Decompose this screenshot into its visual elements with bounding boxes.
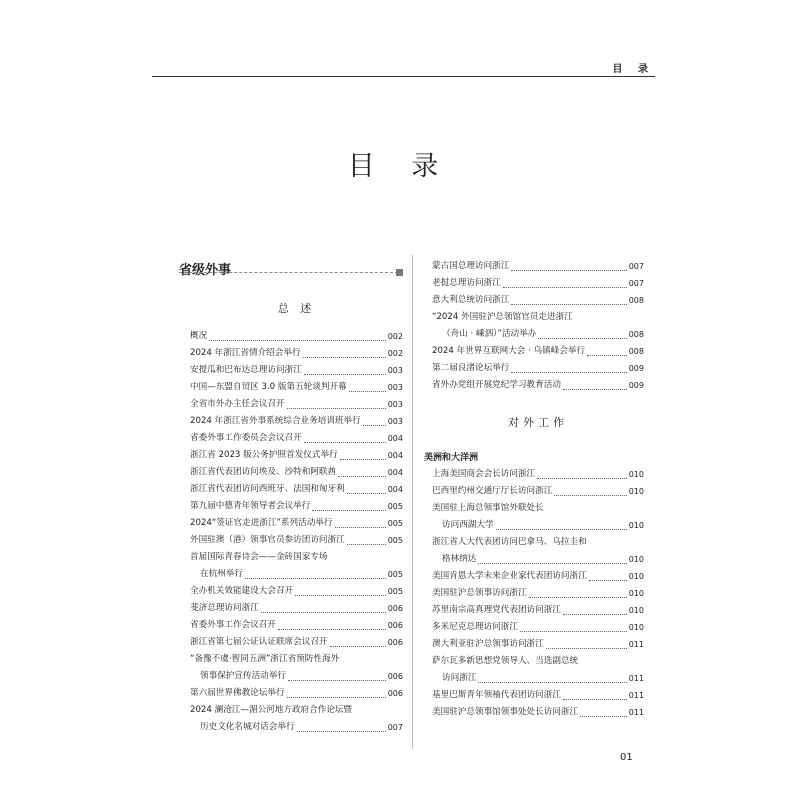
toc-entry-title: 历史文化名城对话会举行 — [200, 722, 295, 732]
toc-entry — [190, 583, 403, 600]
toc-entry — [190, 413, 403, 430]
toc-entry-page: 011 — [628, 691, 644, 700]
toc-entry-title: 多米尼克总理访问浙江 — [432, 622, 518, 632]
toc-entry — [432, 653, 644, 670]
toc-entry-page: 008 — [628, 347, 644, 356]
toc-entry-title: （舟山 · 嵊泗）”活动举办 — [442, 329, 537, 339]
toc-entry — [190, 600, 403, 617]
leader-dots — [563, 605, 627, 615]
toc-entry-title: 基里巴斯青年领袖代表团访问浙江 — [432, 690, 561, 700]
toc-entry-page: 011 — [628, 640, 644, 649]
leader-dots — [347, 535, 386, 545]
toc-entry-page: 007 — [628, 279, 644, 288]
leader-dots — [511, 363, 626, 373]
leader-dots — [520, 622, 627, 632]
leader-dots — [478, 673, 626, 683]
leader-dots — [587, 346, 627, 356]
toc-entry-title: 美国驻上海总领事馆外联处长 — [432, 503, 544, 513]
toc-entry-page: 010 — [628, 606, 644, 615]
right-column — [424, 258, 644, 721]
toc-entry-page: 006 — [387, 689, 403, 698]
toc-entry — [432, 292, 644, 309]
toc-entry — [190, 447, 403, 464]
toc-entry-title: 浙江省代表团访问西班牙、法国和匈牙利 — [190, 484, 345, 494]
toc-entry-title: 2024 澜沧江—湄公河地方政府合作论坛暨 — [190, 705, 353, 715]
toc-entry — [432, 309, 644, 326]
leader-dots — [312, 501, 385, 511]
leader-dots — [546, 639, 627, 649]
toc-entry — [432, 534, 644, 551]
toc-entry-page: 003 — [387, 383, 403, 392]
toc-entry-title: 美国驻沪总领事访问浙江 — [432, 588, 527, 598]
toc-entry — [432, 500, 644, 517]
toc-entry-title: 蒙古国总理访问浙江 — [432, 261, 510, 271]
toc-entry-page: 005 — [387, 502, 403, 511]
toc-entry-title: 浙江省第七届公证认证联席会议召开 — [190, 637, 328, 647]
leader-dots — [287, 688, 386, 698]
toc-entry — [432, 377, 644, 394]
leader-dots — [304, 433, 386, 443]
toc-entry-page: 006 — [387, 621, 403, 630]
toc-entry-title: 访问西湖大学 — [442, 520, 494, 530]
leader-dots — [511, 261, 626, 271]
toc-entry-page: 010 — [628, 555, 644, 564]
toc-entry-page: 004 — [387, 434, 403, 443]
right-entries-top — [432, 258, 644, 394]
header-rule — [152, 76, 655, 77]
toc-entry-page: 010 — [628, 470, 644, 479]
toc-entry — [190, 430, 403, 447]
toc-entry — [432, 517, 644, 534]
toc-entry — [432, 343, 644, 360]
toc-entry-page: 008 — [628, 330, 644, 339]
leader-dots — [349, 382, 386, 392]
leader-dots — [589, 571, 627, 581]
toc-entry-page: 008 — [628, 296, 644, 305]
toc-entry-page: 003 — [387, 366, 403, 375]
left-column — [190, 302, 403, 736]
toc-entry — [432, 619, 644, 636]
toc-entry — [190, 328, 403, 345]
toc-entry-page: 010 — [628, 623, 644, 632]
toc-entry-page: 002 — [387, 332, 403, 341]
toc-entry-page: 009 — [628, 364, 644, 373]
toc-entry-page: 005 — [387, 587, 403, 596]
toc-entry — [190, 634, 403, 651]
toc-entry — [432, 602, 644, 619]
page-number: 01 — [620, 752, 633, 763]
leader-dots — [347, 484, 386, 494]
leader-dots — [580, 707, 627, 717]
toc-entry-title: 浙江省人大代表团访问巴拿马、乌拉圭和 — [432, 537, 587, 547]
toc-entry-title: “2024 外国驻沪总领馆官员走进浙江 — [432, 312, 573, 322]
toc-entry — [190, 396, 403, 413]
toc-entry — [432, 326, 644, 343]
toc-entry — [190, 498, 403, 515]
toc-entry-title: 第九届中德青年领导者会议举行 — [190, 501, 311, 511]
leader-dots — [338, 467, 386, 477]
leader-dots — [261, 603, 386, 613]
toc-entry-page: 005 — [387, 519, 403, 528]
leader-dots — [335, 518, 386, 528]
toc-entry-title: 中国—东盟自贸区 3.0 版第五轮谈判开幕 — [190, 382, 347, 392]
toc-entry — [190, 668, 403, 685]
toc-entry-title: 访问浙江 — [442, 673, 477, 683]
leader-dots — [478, 554, 626, 564]
leader-dots — [340, 450, 386, 460]
toc-entry-title: 第六届世界佛教论坛举行 — [190, 688, 285, 698]
toc-entry — [432, 360, 644, 377]
toc-entry-title: 老挝总理访问浙江 — [432, 278, 501, 288]
toc-entry-title: 2024 年浙江省情介绍会举行 — [190, 348, 301, 358]
leader-dots — [287, 399, 386, 409]
leader-dots — [245, 569, 386, 579]
toc-entry — [190, 345, 403, 362]
leader-dots — [496, 520, 627, 530]
toc-entry — [432, 483, 644, 500]
toc-entry — [190, 651, 403, 668]
leader-dots — [209, 331, 386, 341]
toc-entry-page: 005 — [387, 570, 403, 579]
leader-dots — [363, 416, 386, 426]
toc-entry-title: 外国驻澳（港）领事官员参访团访问浙江 — [190, 535, 345, 545]
toc-entry-page: 011 — [628, 674, 644, 683]
toc-entry-page: 007 — [387, 723, 403, 732]
toc-entry-title: 在杭州举行 — [200, 569, 243, 579]
toc-entry-title: 苏里南宗高真理党代表团访问浙江 — [432, 605, 561, 615]
toc-entry-title: 上海美国商会会长访问浙江 — [432, 469, 536, 479]
toc-entry-page: 003 — [387, 417, 403, 426]
toc-entry-title: 美国驻沪总领事馆领事处处长访问浙江 — [432, 707, 579, 717]
leader-dots — [303, 348, 386, 358]
leader-dots — [554, 486, 626, 496]
toc-entry — [432, 670, 644, 687]
toc-entry — [190, 702, 403, 719]
toc-entry-page: 009 — [628, 381, 644, 390]
region-heading: 美洲和大洋洲 — [424, 453, 479, 463]
leader-dots — [529, 588, 627, 598]
toc-entry — [432, 275, 644, 292]
leader-dots — [288, 671, 386, 681]
toc-entry-title: 首届国际青春诗会——金砖国家专场 — [190, 552, 328, 562]
toc-entry-title: 2024 年浙江省外事系统综合业务培训班举行 — [190, 416, 361, 426]
toc-entry — [432, 687, 644, 704]
toc-entry-title: 美国肯恩大学未来企业家代表团访问浙江 — [432, 571, 587, 581]
toc-entry — [432, 636, 644, 653]
toc-entry-title: 2024“签证官走进浙江”系列活动举行 — [190, 518, 333, 528]
leader-dots — [330, 637, 386, 647]
toc-entry-title: 澳大利亚驻沪总领事访问浙江 — [432, 639, 544, 649]
toc-entry-title: 2024 年世界互联网大会 · 乌镇峰会举行 — [432, 346, 586, 356]
toc-entry-title: 巴西里约州交通厅厅长访问浙江 — [432, 486, 553, 496]
toc-entry-page: 004 — [387, 485, 403, 494]
toc-entry-page: 006 — [387, 672, 403, 681]
column-divider — [412, 255, 413, 749]
toc-entry-page: 002 — [387, 349, 403, 358]
toc-entry-title: 萨尔瓦多新思想党领导人、当选副总统 — [432, 656, 579, 666]
toc-entry-title: 概况 — [190, 331, 208, 341]
leader-dots — [563, 380, 627, 390]
section-rule — [179, 272, 403, 273]
toc-entry-title: 浙江省 2023 版公务护照首发仪式举行 — [190, 450, 338, 460]
toc-entry-page: 010 — [628, 589, 644, 598]
toc-entry — [190, 719, 403, 736]
toc-entry — [432, 585, 644, 602]
toc-entry-title: 浙江省代表团访问埃及、沙特和阿联酋 — [190, 467, 337, 477]
toc-entry-page: 011 — [628, 708, 644, 717]
toc-entry-page: 010 — [628, 572, 644, 581]
subhead-overview: 总 述 — [277, 302, 316, 315]
toc-entry-title: 省委外事工作会议召开 — [190, 620, 276, 630]
toc-entry-title: 领事保护宣传活动举行 — [200, 671, 286, 681]
leader-dots — [563, 690, 627, 700]
toc-entry — [190, 617, 403, 634]
toc-entry — [190, 362, 403, 379]
leader-dots — [304, 365, 386, 375]
section-heading: 省级外事 — [179, 263, 232, 278]
leader-dots — [538, 329, 626, 339]
toc-entry-page: 010 — [628, 487, 644, 496]
left-entries — [190, 328, 403, 736]
page-title: 目 录 — [347, 151, 453, 182]
toc-entry — [432, 704, 644, 721]
running-head: 目 录 — [612, 64, 654, 75]
toc-entry-page: 007 — [628, 262, 644, 271]
toc-entry-page: 006 — [387, 604, 403, 613]
toc-entry-page: 004 — [387, 468, 403, 477]
toc-entry-title: 全省市外办主任会议召开 — [190, 399, 285, 409]
toc-entry — [432, 258, 644, 275]
toc-entry-title: 省委外事工作委员会会议召开 — [190, 433, 302, 443]
toc-entry — [190, 464, 403, 481]
toc-entry-title: 格林纳达 — [442, 554, 477, 564]
leader-dots — [295, 586, 386, 596]
right-entries-bottom — [432, 466, 644, 721]
section-square-icon — [396, 269, 403, 276]
toc-entry — [190, 566, 403, 583]
toc-entry-title: 安提瓜和巴布达总理访问浙江 — [190, 365, 302, 375]
toc-entry-page: 004 — [387, 451, 403, 460]
toc-entry — [190, 685, 403, 702]
toc-entry-title: 第二届良渚论坛举行 — [432, 363, 510, 373]
leader-dots — [503, 278, 627, 288]
leader-dots — [511, 295, 626, 305]
toc-entry — [432, 466, 644, 483]
toc-entry-title: “备豫不虞·智同五洲”浙江省预防性海外 — [190, 654, 340, 664]
toc-entry-title: 全办机关效能建设大会召开 — [190, 586, 294, 596]
toc-entry-page: 010 — [628, 521, 644, 530]
toc-entry — [190, 481, 403, 498]
leader-dots — [278, 620, 386, 630]
subhead-foreign-work: 对外工作 — [508, 416, 568, 429]
toc-entry-title: 斐济总理访问浙江 — [190, 603, 259, 613]
toc-entry-page: 005 — [387, 536, 403, 545]
leader-dots — [537, 469, 627, 479]
toc-entry — [190, 515, 403, 532]
toc-entry — [432, 551, 644, 568]
toc-entry-page: 003 — [387, 400, 403, 409]
leader-dots — [297, 722, 386, 732]
toc-entry-title: 意大利总统访问浙江 — [432, 295, 510, 305]
toc-entry — [190, 532, 403, 549]
toc-entry-title: 省外办党组开展党纪学习教育活动 — [432, 380, 561, 390]
toc-entry-page: 006 — [387, 638, 403, 647]
toc-entry — [190, 379, 403, 396]
toc-entry — [432, 568, 644, 585]
toc-entry — [190, 549, 403, 566]
